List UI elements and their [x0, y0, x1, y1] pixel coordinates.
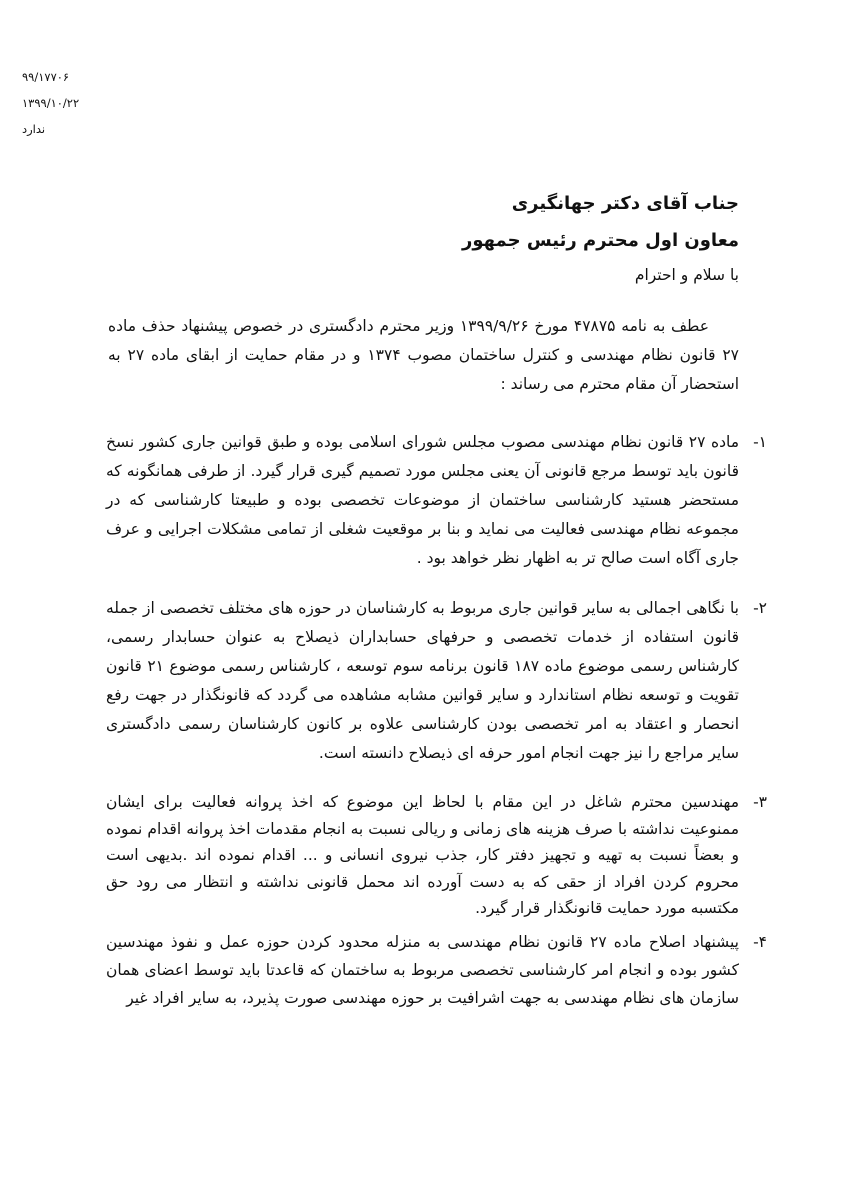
letter-meta	[22, 64, 112, 142]
recipient-title: معاون اول محترم رئیس جمهور	[462, 230, 739, 251]
recipient-name: جناب آقای دکتر جهانگیری	[511, 193, 739, 214]
item-text: مهندسین محترم شاغل در این مقام با لحاظ این موضوع که اخذ پروانه فعالیت برای ایشان ممنوعیت نداشته با صرف هزینه های زمانی و ریالی نسبت به انجام مقدمات اخذ پروانه اقدام نموده و بعضاً نسبت به تهیه و تجهیز دفتر کار، جذب نیروی انسانی و ... اقدام نموده اند .بدیهی است محروم کردن افراد از حقی که به دست آورده اند محمل قانونی نداشته و انتظار می رود حق مکتسبه مورد حمایت قانونگذار قرار گیرد.	[106, 793, 739, 917]
item-text: با نگاهی اجمالی به سایر قوانین جاری مربوط به کارشناسان در حوزه های مختلف تخصصی از جمله قانون استفاده از خدمات تخصصی و حرفهای حسابداران ذیصلاح به عنوان حسابدار رسمی، کارشناس رسمی موضوع ماده ۱۸۷ قانون برنامه سوم توسعه ، کارشناس رسمی موضوع ۲۱ قانون تقویت و توسعه نظام استاندارد و سایر قوانین مشابه مشاهده می گردد که قانونگذار در جهت رفع انحصار و اعتقاد به امر تخصصی بودن کارشناسی علاوه بر کانون کارشناسان رسمی دادگستری سایر مراجع را نیز جهت انجام امور حرفه ای ذیصلاح دانسته است.	[106, 599, 740, 762]
letter-number: ۹۹/۱۷۷۰۶	[22, 70, 70, 84]
item-number: ۱-	[753, 433, 767, 451]
item-number: ۲-	[753, 599, 767, 617]
item-text: پیشنهاد اصلاح ماده ۲۷ قانون نظام مهندسی به منزله محدود کردن حوزه عمل و نفوذ مهندسین کشور بوده و انجام امر کارشناسی تخصصی مربوط به ساختمان که قاعدتا باید توسط اعضای همان سازمان های نظام مهندسی به جهت اشرافیت بر حوزه مهندسی صورت پذیرد، به سایر افراد غیر	[106, 932, 739, 1007]
list-item	[106, 928, 767, 1012]
item-number: ۴-	[753, 932, 767, 951]
list-item	[106, 789, 767, 922]
letter-date: ۱۳۹۹/۱۰/۲۲	[22, 96, 80, 110]
item-number: ۳-	[753, 793, 767, 811]
numbered-list	[106, 428, 767, 1033]
list-item	[106, 594, 767, 768]
item-text: ماده ۲۷ قانون نظام مهندسی مصوب مجلس شورای اسلامی بوده و طبق قوانین جاری کشور نسخ قانون باید توسط مرجع قانونی آن یعنی مجلس مورد تصمیم گیری قرار گیرد. از طرفی همانگونه که مستحضر هستید کارشناسی ساختمان از موضوعات تخصصی بوده و طبیعتا کارشناسی که در مجموعه نظام مهندسی فعالیت می نماید و بنا بر موقعیت شغلی از تمامی مشکلات اجرایی و عرف جاری آگاه است صالح تر به اظهار نظر خواهد بود .	[106, 433, 739, 567]
letter-attachment: ندارد	[22, 122, 46, 136]
intro-paragraph: عطف به نامه ۴۷۸۷۵ مورخ ۱۳۹۹/۹/۲۶ وزیر محترم دادگستری در خصوص پیشنهاد حذف ماده ۲۷ قانون نظام مهندسی و کنترل ساختمان مصوب ۱۳۷۴ و در مقام حمایت از ابقای ماده ۲۷ به استحضار آن مقام محترم می رساند :	[108, 317, 739, 393]
list-item	[106, 428, 767, 573]
greeting: با سلام و احترام	[634, 266, 739, 284]
